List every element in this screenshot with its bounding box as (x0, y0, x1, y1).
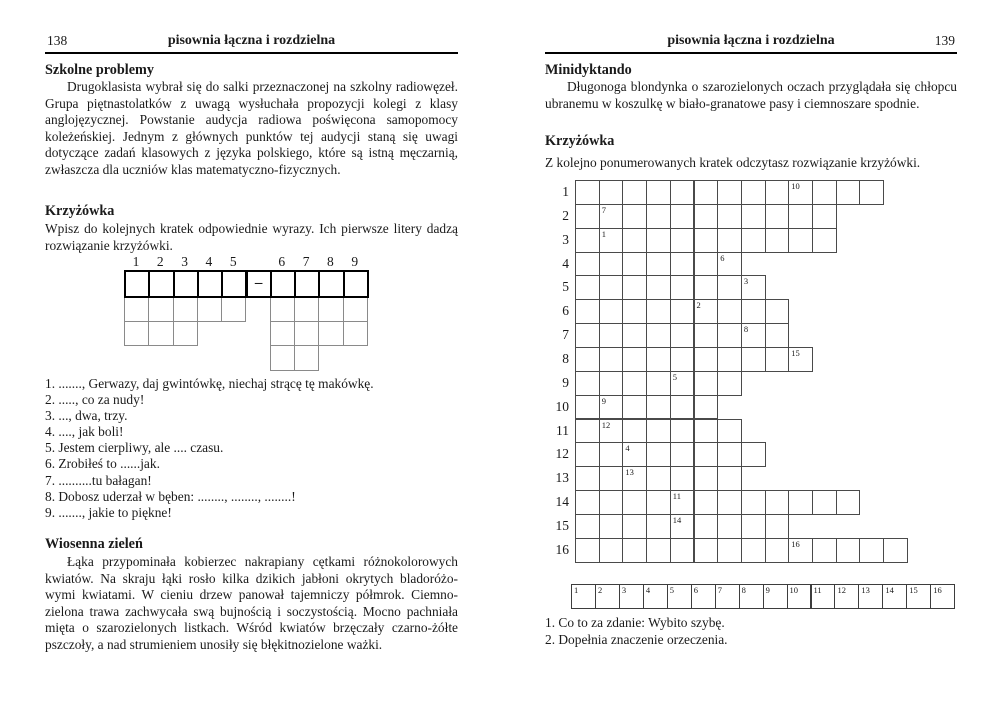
crossword-cell (270, 270, 296, 298)
cell-number: 15 (791, 347, 800, 358)
crossword-cell (294, 296, 319, 322)
crossword-cell (694, 466, 719, 491)
crossword-cell (694, 204, 719, 229)
heading-wiosenna-zielen: Wiosenna zieleń (45, 536, 143, 552)
crossword-cell (670, 419, 695, 444)
crossword-cell (575, 228, 600, 253)
crossword-cell (694, 323, 719, 348)
text-line: mięta o szarozielonych listkach. Wśród kwiatów brzęczały czarno-żółte (45, 620, 458, 635)
row-number: 12 (555, 446, 569, 462)
crossword-cell (741, 299, 766, 324)
crossword-notes (545, 615, 957, 649)
crossword-cell (670, 490, 695, 515)
heading-krzyzowka-left: Krzyżówka (45, 203, 115, 219)
paragraph-minidyktando (545, 79, 957, 112)
crossword-cell (670, 252, 695, 277)
crossword-cell (622, 180, 647, 205)
crossword-cell (670, 395, 695, 420)
crossword-cell (575, 180, 600, 205)
crossword-cell (575, 275, 600, 300)
answer-cell-number: 15 (909, 585, 918, 595)
crossword-cell (343, 296, 368, 322)
crossword-cell (646, 180, 671, 205)
crossword-cell (717, 490, 742, 515)
crossword-cell (741, 180, 766, 205)
crossword-cell (717, 538, 742, 563)
crossword-cell (646, 538, 671, 563)
row-number: 9 (562, 374, 569, 390)
row-number: 16 (555, 541, 569, 557)
crossword-cell (318, 321, 343, 347)
crossword-cell (221, 296, 246, 322)
row-number: 15 (555, 517, 569, 533)
column-number: 7 (302, 254, 310, 269)
row-number: 11 (556, 422, 569, 438)
crossword-cell (622, 347, 647, 372)
crossword-cell (294, 321, 319, 347)
crossword-cell (646, 299, 671, 324)
note-item: 1. Co to za zdanie: Wybito szybę. (545, 615, 725, 630)
crossword-cell (788, 490, 813, 515)
crossword-cell (599, 514, 624, 539)
cell-number: 1 (601, 228, 606, 239)
crossword-cell (859, 538, 884, 563)
clue-item: 9. ......., jakie to piękne! (45, 504, 172, 520)
crossword-cell (622, 323, 647, 348)
crossword-cell (717, 514, 742, 539)
clue-item: 8. Dobosz uderzał w bęben: ........, ........, ........! (45, 488, 296, 504)
crossword-cell (270, 321, 295, 347)
answer-cell-number: 13 (861, 585, 870, 595)
crossword-cell (812, 538, 837, 563)
crossword-cell (575, 204, 600, 229)
crossword-cell (294, 270, 320, 298)
crossword-cell (694, 371, 719, 396)
crossword-cell (575, 299, 600, 324)
clue-item: 2. ....., co za nudy! (45, 392, 145, 408)
crossword-cell (318, 270, 344, 298)
crossword-cell (622, 419, 647, 444)
clue-item: 6. Zrobiłeś to ......jak. (45, 456, 160, 472)
row-number: 3 (562, 231, 569, 247)
cell-number: 10 (791, 181, 800, 191)
crossword-cell (717, 371, 742, 396)
clue-item: 7. ..........tu bałagan! (45, 472, 152, 488)
crossword-cell (622, 442, 647, 467)
cell-number: 7 (601, 204, 606, 215)
crossword-cell (646, 490, 671, 515)
crossword-cell (670, 323, 695, 348)
crossword-cell (670, 371, 695, 396)
row-number: 14 (555, 494, 569, 510)
crossword-cell (575, 442, 600, 467)
crossword-cell (694, 442, 719, 467)
crossword-cell (599, 180, 624, 205)
crossword-instructions-right: Z kolejno ponumerowanych kratek odczytasz rozwiązanie krzyżówki. (545, 155, 921, 170)
crossword-cell (765, 514, 790, 539)
crossword-cell (148, 296, 173, 322)
crossword-cell (765, 204, 790, 229)
crossword-cell (221, 270, 247, 298)
row-number: 4 (562, 255, 569, 271)
page-number: 139 (934, 33, 955, 48)
crossword-cell (717, 442, 742, 467)
answer-cell (858, 584, 883, 609)
answer-cell (763, 584, 788, 609)
clue-item: 5. Jestem cierpliwy, ale .... czasu. (45, 440, 224, 456)
crossword-cell (622, 252, 647, 277)
cell-number: 3 (743, 276, 749, 287)
crossword-cell (294, 345, 319, 371)
column-number: 9 (351, 254, 359, 269)
running-title: pisownia łączna i rozdzielna (167, 33, 336, 48)
crossword-cell (270, 296, 295, 322)
crossword-cell (646, 275, 671, 300)
crossword-cell (694, 252, 719, 277)
text-line: Drugoklasista wybrał się do salki przeznaczonej na szkolny radiowęzeł. (67, 79, 458, 94)
row-number: 5 (562, 279, 569, 295)
crossword-cell (148, 321, 173, 347)
text-line: zwłaszcza dla uczniów klas matematyczno-fizycznych. (45, 161, 341, 177)
answer-cell (882, 584, 907, 609)
row-number: 1 (562, 184, 569, 199)
running-title: pisownia łączna i rozdzielna (667, 33, 835, 48)
crossword-cell (717, 275, 742, 300)
crossword-cell (599, 466, 624, 491)
crossword-cell (646, 347, 671, 372)
crossword-cell (575, 514, 600, 539)
crossword-cell (173, 321, 198, 347)
crossword-cell (646, 252, 671, 277)
answer-cell-number: 8 (741, 585, 746, 595)
crossword-cell (622, 371, 647, 396)
column-number: 4 (205, 254, 213, 269)
instruction-line: Wpisz do kolejnych kratek odpowiednie wyrazy. Ich pierwsze litery dadzą (45, 221, 458, 236)
crossword-cell (741, 538, 766, 563)
answer-cell (571, 584, 596, 609)
crossword-cell (575, 371, 600, 396)
crossword-cell (717, 347, 742, 372)
answer-cell-number: 10 (789, 585, 799, 595)
crossword-cell (622, 204, 647, 229)
column-number: 6 (278, 254, 286, 269)
crossword-cell (765, 299, 790, 324)
crossword-cell (622, 395, 647, 420)
crossword-cell (670, 347, 695, 372)
crossword-cell (694, 538, 719, 563)
crossword-cell (646, 442, 671, 467)
crossword-cell (599, 395, 624, 420)
answer-strip (571, 584, 957, 610)
text-line: kwiatów. Na skraju łąki rosło kilka dzikich jabłoni okrytych bladoróżo- (45, 570, 458, 586)
answer-cell (906, 584, 931, 609)
crossword-cell (622, 490, 647, 515)
crossword-cell (788, 538, 813, 563)
crossword-cell (599, 275, 624, 300)
cell-number: 2 (696, 300, 701, 311)
crossword-cell (694, 395, 719, 420)
crossword-cell (812, 228, 837, 253)
crossword-cell (599, 323, 624, 348)
heading-krzyzowka-right: Krzyżówka (545, 133, 615, 149)
answer-cell (595, 584, 620, 609)
paragraph-szkolne-problemy (45, 79, 458, 178)
crossword-cell (670, 466, 695, 491)
crossword-cell (741, 442, 766, 467)
crossword-cell (622, 538, 647, 563)
crossword-cell (646, 228, 671, 253)
crossword-cell (646, 204, 671, 229)
crossword-cell (575, 538, 600, 563)
crossword-cell (717, 299, 742, 324)
crossword-cell (765, 490, 790, 515)
crossword-cell (670, 275, 695, 300)
answer-cell-number: 11 (813, 585, 822, 595)
cell-number: 6 (720, 252, 725, 263)
crossword-cell (765, 347, 790, 372)
cell-number: 5 (672, 371, 678, 382)
crossword-cell (741, 347, 766, 372)
crossword-cell (124, 296, 149, 322)
crossword-cell (836, 490, 861, 515)
cell-number: 11 (672, 491, 681, 502)
crossword-cell (343, 321, 368, 347)
page-number: 138 (47, 33, 68, 48)
cell-number: 4 (625, 443, 630, 454)
crossword-cell (694, 275, 719, 300)
crossword-cell (599, 299, 624, 324)
text-line: pszczoły, a nad strumieniem unosiły się błękitnozielone ważki. (45, 636, 383, 652)
crossword-cell (575, 347, 600, 372)
row-number: 7 (562, 327, 569, 343)
paragraph-wiosenna-zielen (45, 554, 458, 653)
answer-cell (739, 584, 764, 609)
column-number: 5 (229, 254, 237, 269)
crossword-cell (694, 419, 719, 444)
answer-cell (715, 584, 740, 609)
answer-cell (619, 584, 644, 609)
crossword-cell (599, 228, 624, 253)
crossword-cell (599, 204, 624, 229)
crossword-cell (622, 299, 647, 324)
crossword-cell (717, 323, 742, 348)
crossword-cell (859, 180, 884, 205)
crossword-cell (197, 296, 222, 322)
clue-item: 4. ...., jak boli! (45, 424, 124, 440)
text-line: Łąka przypominała kobierzec nakrapiany cętkami różnokolorowych (67, 554, 458, 569)
crossword-cell (670, 299, 695, 324)
crossword-cell (173, 296, 198, 322)
crossword-cell (694, 228, 719, 253)
crossword-cell (318, 296, 343, 322)
crossword-cell (765, 180, 790, 205)
crossword-cell (741, 275, 766, 300)
text-line: zielona trawa zachwycała swą bujnością i soczystością. Mocno pachniała (45, 603, 458, 619)
crossword-cell (622, 228, 647, 253)
crossword-cell (197, 270, 223, 298)
row-number: 10 (555, 398, 569, 414)
crossword-cell (646, 419, 671, 444)
crossword-cell (575, 252, 600, 277)
crossword-cell (670, 514, 695, 539)
heading-minidyktando: Minidyktando (545, 62, 632, 78)
crossword-cell (765, 538, 790, 563)
crossword-cell (812, 490, 837, 515)
column-number: 1 (132, 254, 140, 269)
crossword-cell (670, 180, 695, 205)
column-number: 2 (156, 254, 164, 269)
crossword-cell (717, 204, 742, 229)
crossword-cell (694, 514, 719, 539)
clue-item: 1. ......., Gerwazy, daj gwintówkę, niechaj strącę tę makówkę. (45, 376, 374, 391)
crossword-cell (670, 228, 695, 253)
crossword-cell (575, 490, 600, 515)
instruction-line: rozwiązanie krzyżówki. (45, 237, 173, 253)
row-number: 13 (555, 470, 569, 486)
crossword-clues-left (45, 376, 458, 521)
answer-cell-number: 9 (765, 585, 770, 595)
heading-szkolne-problemy: Szkolne problemy (45, 62, 154, 78)
crossword-cell (270, 345, 295, 371)
crossword-cell (694, 180, 719, 205)
crossword-cell (124, 270, 150, 298)
crossword-cell (646, 371, 671, 396)
crossword-cell (788, 204, 813, 229)
row-number: 8 (562, 350, 569, 366)
crossword-cell (622, 275, 647, 300)
crossword-cell (599, 347, 624, 372)
crossword-cell (670, 538, 695, 563)
crossword-cell (575, 395, 600, 420)
answer-cell-number: 4 (645, 585, 651, 595)
crossword-cell (765, 323, 790, 348)
crossword-cell (622, 466, 647, 491)
row-number: 2 (562, 207, 569, 223)
crossword-instructions-left (45, 221, 458, 254)
crossword-cell (599, 371, 624, 396)
cell-number: 9 (601, 395, 606, 406)
answer-cell-number: 7 (717, 585, 722, 595)
crossword-cell (836, 538, 861, 563)
answer-cell (930, 584, 955, 609)
crossword-cell (575, 466, 600, 491)
answer-cell (691, 584, 716, 609)
crossword-grid-right (545, 180, 957, 564)
cell-number: 12 (601, 419, 611, 430)
text-line: ubranemu w koszulkę w biało-granatowe pasy i ciemnoszare spodnie. (545, 95, 920, 111)
crossword-cell (622, 514, 647, 539)
right-page-header (545, 33, 957, 54)
crossword-cell (788, 347, 813, 372)
crossword-cell (765, 228, 790, 253)
answer-cell-number: 1 (574, 585, 579, 595)
left-page-header (45, 33, 458, 54)
column-number: 3 (181, 254, 188, 269)
crossword-cell (646, 514, 671, 539)
crossword-column-numbers (124, 254, 374, 269)
crossword-cell (812, 204, 837, 229)
crossword-cell (812, 180, 837, 205)
answer-cell-number: 12 (837, 585, 846, 595)
crossword-cell (670, 204, 695, 229)
answer-cell (643, 584, 668, 609)
note-item: 2. Dopełnia znaczenie orzeczenia. (545, 631, 728, 647)
crossword-cell (599, 490, 624, 515)
cell-number: 14 (672, 514, 682, 525)
answer-cell (811, 584, 836, 609)
crossword-cell (788, 180, 813, 205)
crossword-cell (741, 514, 766, 539)
crossword-cell (741, 204, 766, 229)
crossword-cell (599, 442, 624, 467)
crossword-cell (599, 538, 624, 563)
crossword-cell (646, 395, 671, 420)
crossword-cell (741, 490, 766, 515)
crossword-cell (717, 180, 742, 205)
crossword-cell (670, 442, 695, 467)
text-line: Długonoga blondynka o szarozielonych oczach przyglądała się chłopcu (567, 79, 957, 94)
answer-cell-number: 14 (885, 585, 894, 595)
answer-cell-number: 2 (597, 585, 603, 595)
crossword-cell (599, 419, 624, 444)
crossword-cell (836, 180, 861, 205)
answer-cell-number: 6 (693, 585, 698, 595)
cell-number: 8 (743, 324, 749, 335)
text-line: Grupa piętnastolatków z uwagą wysłuchała propozycji kolegi z klasy (45, 95, 458, 111)
crossword-cell (646, 466, 671, 491)
crossword-cell (173, 270, 199, 298)
crossword-cell (717, 252, 742, 277)
answer-cell-number: 3 (621, 585, 627, 595)
row-number: 6 (562, 303, 569, 319)
clue-item: 3. ..., dwa, trzy. (45, 408, 128, 424)
crossword-dash-cell: – (246, 270, 272, 298)
crossword-cell (575, 323, 600, 348)
text-line: dotyczące zadań klasowych z języka polskiego, które są istną męczarnią, (45, 145, 458, 160)
crossword-cell (717, 419, 742, 444)
answer-cell-number: 5 (669, 585, 675, 595)
text-line: koleżeńskiej. Jednym z głównych punktów tej audycji staną się uwagi (45, 128, 458, 144)
crossword-cell (741, 323, 766, 348)
answer-cell (667, 584, 692, 609)
crossword-cell (788, 228, 813, 253)
cell-number: 13 (625, 467, 634, 478)
crossword-cell (717, 228, 742, 253)
crossword-cell (599, 252, 624, 277)
crossword-cell (124, 321, 149, 347)
cell-number: 16 (791, 538, 800, 549)
crossword-cell (694, 490, 719, 515)
answer-cell (787, 584, 812, 609)
crossword-cell (343, 270, 369, 298)
crossword-cell (694, 347, 719, 372)
text-line: anglojęzycznej. Powstanie audycja radiowa poświęcona samopomocy (45, 112, 458, 127)
answer-cell-number: 16 (933, 585, 942, 595)
crossword-grid-left (124, 270, 374, 374)
crossword-cell (575, 419, 600, 444)
crossword-cell (717, 466, 742, 491)
answer-cell (834, 584, 859, 609)
crossword-cell (741, 228, 766, 253)
crossword-cell (646, 323, 671, 348)
crossword-cell (148, 270, 174, 298)
text-line: wymi kwiatami. W cieniu drzew panował tajemniczy półmrok. Ciemno- (45, 587, 458, 602)
crossword-cell (694, 299, 719, 324)
column-number: 8 (327, 254, 334, 269)
crossword-cell (883, 538, 908, 563)
